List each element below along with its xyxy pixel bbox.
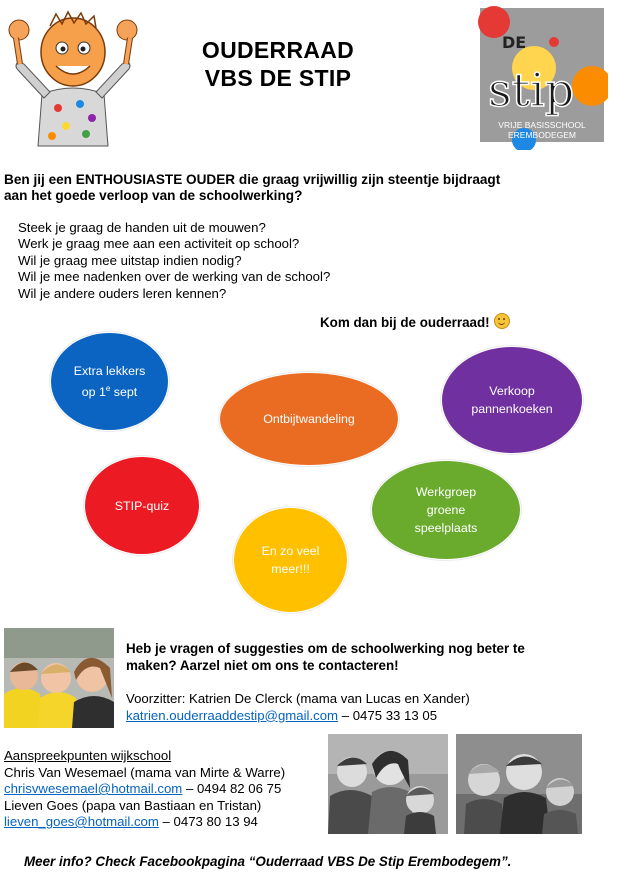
list-item: Wil je andere ouders leren kennen? [18, 285, 227, 301]
person1-name: Chris Van Wesemael (mama van Mirte & Warre) [4, 764, 286, 780]
bubble-verkoop-line2: pannenkoeken [471, 402, 553, 416]
smiley-icon [494, 313, 510, 329]
contact-section [126, 640, 616, 724]
bubble-quiz-label: STIP-quiz [114, 498, 170, 513]
person2-email-link[interactable]: lieven_goes@hotmail.com [4, 814, 159, 829]
title-line-1: OUDERRAAD [201, 37, 355, 63]
mascot-illustration [8, 8, 138, 148]
bubble-ontbijtwandeling [219, 372, 399, 466]
footer-info [24, 854, 624, 869]
logo-line-2: EREMBODEGEM [507, 130, 577, 140]
invite-text [320, 313, 510, 330]
bubble-verkoop [441, 346, 583, 454]
invite-label: Kom dan bij de ouderraad! [320, 315, 490, 330]
bubble-werkgroep [371, 460, 521, 560]
bubble-werkgroep-line2: groene [426, 503, 466, 517]
bubble-extra-line1: Extra lekkers [73, 363, 146, 378]
logo-de: DE [502, 33, 527, 52]
title-line-2: VBS DE STIP [204, 65, 352, 91]
person2-name: Lieven Goes (papa van Bastiaan en Tristan) [4, 797, 262, 813]
logo-stip: stip [488, 63, 575, 117]
bubble-ontbijt-label: Ontbijtwandeling [263, 412, 355, 426]
bubble-meer-line2: meer!!! [271, 562, 310, 576]
bubble-werkgroep-line1: Werkgroep [415, 485, 477, 499]
list-item: Steek je graag de handen uit de mouwen? [18, 220, 266, 235]
school-logo [476, 4, 608, 150]
chair-family-photo [4, 628, 114, 728]
person1-phone: – 0494 82 06 75 [182, 781, 282, 796]
chair-name: Voorzitter: Katrien De Clerck (mama van Lucas en Xander) [126, 691, 470, 706]
bubble-en-zo-veel-meer [233, 507, 348, 613]
contact-question-line-1: Heb je vragen of suggesties om de schoolwerking nog beter te [126, 641, 525, 656]
chair-phone: – 0475 33 13 05 [338, 707, 438, 723]
chair-email-link[interactable]: katrien.ouderraaddestip@gmail.com [126, 707, 339, 723]
footer-text: Meer info? Check Facebookpagina “Ouderraad VBS De Stip Erembodegem”. [24, 854, 512, 869]
intro-line-1: Ben jij een ENTHOUSIASTE OUDER die graag vrijwillig zijn steentje bijdraagt [4, 172, 501, 187]
logo-line-1: VRIJE BASISSCHOOL [498, 120, 586, 130]
person2-phone: – 0473 80 13 94 [158, 814, 258, 829]
intro-line-2: aan het goede verloop van de schoolwerking? [4, 188, 303, 203]
bubble-extra-sup: e [105, 383, 111, 393]
bubble-meer-line1: En zo veel [261, 544, 320, 558]
question-list [18, 220, 578, 302]
wijkschool-heading: Aanspreekpunten wijkschool [4, 748, 172, 763]
list-item: Wil je mee nadenken over de werking van de school? [18, 269, 331, 285]
wijkschool-mother-photo [328, 734, 448, 834]
bubble-extra-lekkers [50, 332, 169, 431]
bubble-verkoop-line1: Verkoop [489, 384, 535, 398]
bubble-extra-line2b: sept [110, 385, 138, 400]
intro-question [4, 172, 614, 204]
person1-email-link[interactable]: chrisvwesemael@hotmail.com [4, 781, 183, 796]
bubble-stip-quiz [84, 456, 200, 555]
list-item: Wil je graag mee uitstap indien nodig? [18, 252, 242, 268]
bubble-extra-line2: op 1 [81, 385, 106, 400]
contact-question-line-2: maken? Aarzel niet om ons te contacteren! [126, 658, 399, 673]
list-item: Werk je graag mee aan een activiteit op school? [18, 236, 300, 252]
wijkschool-section [4, 748, 334, 831]
bubble-werkgroep-line3: speelplaats [414, 521, 478, 535]
wijkschool-father-photo [456, 734, 582, 834]
page-title [158, 36, 398, 92]
